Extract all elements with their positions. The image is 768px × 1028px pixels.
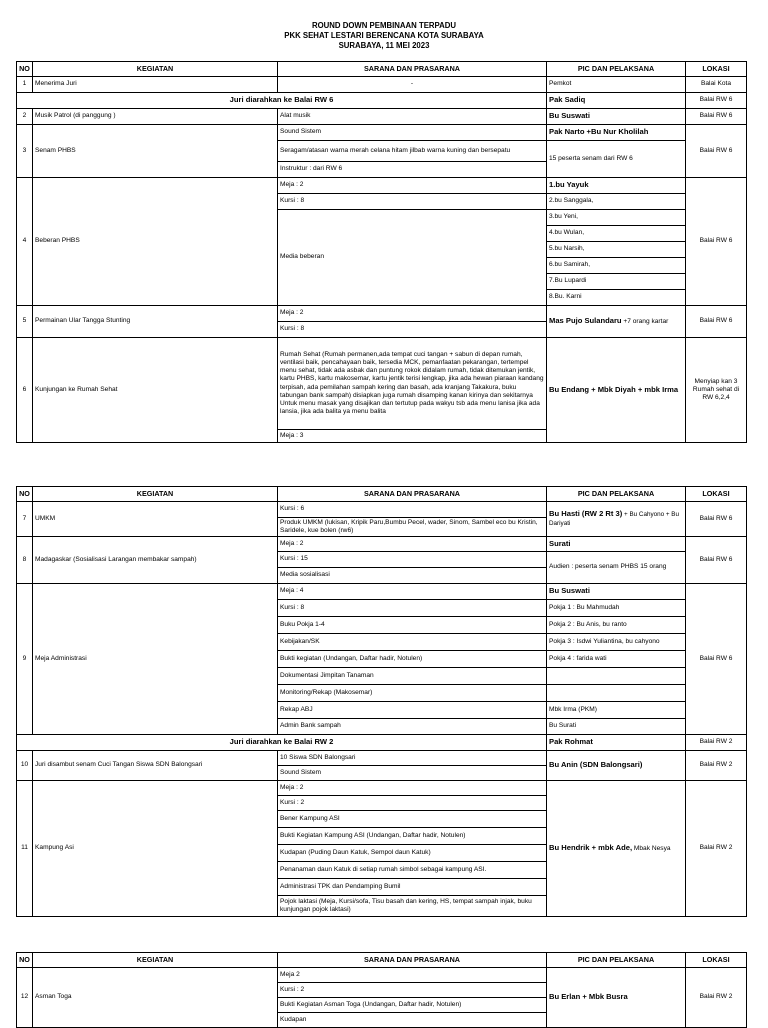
- juri-text: Juri diarahkan ke Balai RW 6: [17, 93, 547, 109]
- row-pic: [547, 685, 686, 702]
- row-pic: Bu Surati: [547, 719, 686, 735]
- row-sarana: Monitoring/Rekap (Makosemar): [278, 685, 547, 702]
- col-lokasi: LOKASI: [686, 487, 747, 502]
- row-sarana: Bener Kampung ASI: [278, 811, 547, 828]
- row-lokasi: Balai RW 6: [686, 584, 747, 735]
- row-kegiatan: Beberan PHBS: [33, 178, 278, 306]
- pic-lead: Mas Pujo Sulandaru: [549, 315, 622, 325]
- pic-members: +7 orang kartar: [621, 317, 669, 325]
- row-pic: Bu Suswati: [547, 109, 686, 125]
- row-no: 1: [17, 77, 33, 93]
- row-pic: Bu Suswati: [547, 584, 686, 600]
- row-lokasi: Balai RW 2: [686, 968, 747, 1028]
- row-pic: 8.Bu. Karni: [547, 290, 686, 306]
- row-sarana: Meja : 3: [278, 430, 547, 443]
- col-lokasi: LOKASI: [686, 62, 747, 77]
- row-sarana: Meja : 2: [278, 306, 547, 322]
- row-sarana: Seragam/atasan warna merah celana hitam jilbab warna kuning dan bersepatu: [278, 141, 547, 162]
- row-no: 5: [17, 306, 33, 338]
- table-row: [17, 968, 747, 983]
- table-row: [17, 781, 747, 796]
- row-sarana: Produk UMKM (lukisan, Kripik Paru,Bumbu Pecel, wader, Sinom, Sambel eco bu Kristin, Saridele, kue bolen (rw6): [278, 518, 547, 537]
- row-no: 6: [17, 338, 33, 443]
- row-no: 8: [17, 537, 33, 584]
- row-pic: Bu Erlan + Mbk Busra: [547, 968, 686, 1028]
- document-header: [0, 21, 768, 51]
- table-header-row: [17, 62, 747, 77]
- row-lokasi: Menyiap kan 3 Rumah sehat di RW 6,2,4: [686, 338, 747, 443]
- row-pic: Pemkot: [547, 77, 686, 93]
- row-pic: Pak Narto +Bu Nur Kholilah: [547, 125, 686, 141]
- schedule-table-1: [16, 61, 747, 443]
- row-sarana: Meja : 2: [278, 537, 547, 552]
- table-header-row: [17, 953, 747, 968]
- schedule-table-3: [16, 952, 747, 1028]
- row-sarana: Kursi : 6: [278, 502, 547, 518]
- juri-row: [17, 735, 747, 751]
- table-row: [17, 109, 747, 125]
- row-pic: Pokja 4 : farida wati: [547, 651, 686, 668]
- row-lokasi: Balai RW 6: [686, 125, 747, 178]
- table-row: [17, 178, 747, 194]
- row-pic: [547, 781, 686, 917]
- row-no: 12: [17, 968, 33, 1028]
- row-sarana: Kursi : 8: [278, 194, 547, 210]
- row-sarana: Kursi : 8: [278, 600, 547, 617]
- row-kegiatan: Madagaskar (Sosialisasi Larangan membakar sampah): [33, 537, 278, 584]
- row-sarana: Kursi : 2: [278, 796, 547, 811]
- table-header-row: [17, 487, 747, 502]
- row-sarana: Instruktur : dari RW 6: [278, 162, 547, 178]
- row-pic: Pokja 1 : Bu Mahmudah: [547, 600, 686, 617]
- row-lokasi: Balai RW 6: [686, 306, 747, 338]
- row-pic: Audien : peserta senam PHBS 15 orang: [547, 552, 686, 584]
- row-sarana: Meja : 2: [278, 781, 547, 796]
- row-pic: Pak Rohmat: [547, 735, 686, 751]
- row-sarana: Rekap ABJ: [278, 702, 547, 719]
- row-lokasi: Balai RW 6: [686, 537, 747, 584]
- row-kegiatan: Juri disambut senam Cuci Tangan Siswa SDN Balongsari: [33, 751, 278, 781]
- row-sarana: Meja : 4: [278, 584, 547, 600]
- row-sarana: Meja : 2: [278, 178, 547, 194]
- row-sarana: Rumah Sehat (Rumah permanen,ada tempat cuci tangan + sabun di depan rumah, ventilasi baik, pencahayaan baik, tersedia MCK, pemanfaatan pekarangan, tertempel menu sehat, tidak ada asbak dan puntung rokok didalam rumah, tidak ditemukan jentik, kartu PHBS, kartu makosemar, kartu jentik terisi lengkap, jika ada hewan piaraan kandang terpisah, ada pemilahan sampah kering dan basah, ada kranjang Takakura, buku tabungan bank sampah) disiapkan juga rumah disamping kanan kirinya dan sekitarnya Untuk menu masak yang disajikan dan tertutup pada wakyu tsb ada menu lanisa jika ada lansia, jika ada balita ya menu balita: [278, 338, 547, 430]
- row-sarana: Kursi : 15: [278, 552, 547, 568]
- col-pic: PIC DAN PELAKSANA: [547, 487, 686, 502]
- row-pic: Pokja 3 : Isdwi Yuliantina, bu cahyono: [547, 634, 686, 651]
- row-no: 10: [17, 751, 33, 781]
- table-row: [17, 502, 747, 518]
- table-row: [17, 338, 747, 430]
- row-pic: [547, 502, 686, 537]
- row-pic: 1.bu Yayuk: [547, 178, 686, 194]
- row-kegiatan: Permainan Ular Tangga Stunting: [33, 306, 278, 338]
- table-row: [17, 125, 747, 141]
- col-pic: PIC DAN PELAKSANA: [547, 953, 686, 968]
- row-lokasi: Balai RW 2: [686, 735, 747, 751]
- table-row: [17, 584, 747, 600]
- row-pic: Bu Anin (SDN Balongsari): [547, 751, 686, 781]
- row-pic: 2.bu Sanggala,: [547, 194, 686, 210]
- row-pic: 5.bu Narsih,: [547, 242, 686, 258]
- row-lokasi: Balai RW 6: [686, 109, 747, 125]
- row-pic: 15 peserta senam dari RW 6: [547, 141, 686, 178]
- row-lokasi: Balai RW 2: [686, 751, 747, 781]
- row-pic: Pokja 2 : Bu Anis, bu ranto: [547, 617, 686, 634]
- row-lokasi: Balai Kota: [686, 77, 747, 93]
- col-kegiatan: KEGIATAN: [33, 62, 278, 77]
- row-no: 3: [17, 125, 33, 178]
- col-sarana: SARANA DAN PRASARANA: [278, 62, 547, 77]
- row-no: 4: [17, 178, 33, 306]
- row-pic: 7.Bu Lupardi: [547, 274, 686, 290]
- col-no: NO: [17, 487, 33, 502]
- pic-lead: Bu Hasti (RW 2 Rt 3): [549, 509, 623, 519]
- pic-lead: Bu Hendrik + mbk Ade,: [549, 842, 633, 852]
- row-sarana: Bukti Kegiatan Kampung ASI (Undangan, Daftar hadir, Notulen): [278, 828, 547, 845]
- row-kegiatan: Kunjungan ke Rumah Sehat: [33, 338, 278, 443]
- row-kegiatan: Meja Administrasi: [33, 584, 278, 735]
- pic-members: Mbak Nesya: [632, 844, 671, 852]
- row-sarana: Bukti Kegiatan Asman Toga (Undangan, Daftar hadir, Notulen): [278, 998, 547, 1013]
- row-kegiatan: Menerima Juri: [33, 77, 278, 93]
- col-sarana: SARANA DAN PRASARANA: [278, 953, 547, 968]
- row-sarana: Alat musik: [278, 109, 547, 125]
- row-sarana: Dokumentasi Jimpitan Tanaman: [278, 668, 547, 685]
- row-lokasi: Balai RW 6: [686, 178, 747, 306]
- row-sarana: Kursi : 2: [278, 983, 547, 998]
- row-kegiatan: UMKM: [33, 502, 278, 537]
- juri-text: Juri diarahkan ke Balai RW 2: [17, 735, 547, 751]
- row-kegiatan: Senam PHBS: [33, 125, 278, 178]
- row-kegiatan: Musik Patrol (di panggung ): [33, 109, 278, 125]
- row-sarana: Kudapan (Puding Daun Katuk, Sempol daun Katuk): [278, 845, 547, 862]
- row-sarana: 10 Siswa SDN Balongsari: [278, 751, 547, 766]
- juri-row: [17, 93, 747, 109]
- row-sarana: -: [278, 77, 547, 93]
- row-pic: Surati: [547, 537, 686, 552]
- table-row: [17, 751, 747, 766]
- row-no: 9: [17, 584, 33, 735]
- row-pic: 3.bu Yeni,: [547, 210, 686, 226]
- row-lokasi: Balai RW 6: [686, 502, 747, 537]
- row-sarana: Pojok laktasi (Meja, Kursi/sofa, Tisu basah dan kering, HS, tempat sampah injak, buku kunjungan pojok laktasi): [278, 896, 547, 917]
- row-sarana: Bukti kegiatan (Undangan, Daftar hadir, Notulen): [278, 651, 547, 668]
- col-sarana: SARANA DAN PRASARANA: [278, 487, 547, 502]
- row-no: 2: [17, 109, 33, 125]
- row-sarana: Kudapan: [278, 1013, 547, 1028]
- row-pic: [547, 306, 686, 338]
- col-pic: PIC DAN PELAKSANA: [547, 62, 686, 77]
- row-no: 11: [17, 781, 33, 917]
- col-kegiatan: KEGIATAN: [33, 953, 278, 968]
- row-pic: 6.bu Samirah,: [547, 258, 686, 274]
- row-sarana: Kursi : 8: [278, 322, 547, 338]
- row-sarana: Admin Bank sampah: [278, 719, 547, 735]
- table-row: [17, 537, 747, 552]
- col-lokasi: LOKASI: [686, 953, 747, 968]
- pic-members: + Bu Cahyono + Bu Dariyati: [549, 511, 679, 527]
- row-sarana: Meja 2: [278, 968, 547, 983]
- row-sarana: Penanaman daun Katuk di setiap rumah simbol sebagai kampung ASI.: [278, 862, 547, 879]
- row-pic: Mbk Irma (PKM): [547, 702, 686, 719]
- row-pic: 4.bu Wulan,: [547, 226, 686, 242]
- col-no: NO: [17, 953, 33, 968]
- col-no: NO: [17, 62, 33, 77]
- table-row: [17, 77, 747, 93]
- row-sarana: Buku Pokja 1-4: [278, 617, 547, 634]
- row-kegiatan: Kampung Asi: [33, 781, 278, 917]
- col-kegiatan: KEGIATAN: [33, 487, 278, 502]
- row-sarana: Kebijakan/SK: [278, 634, 547, 651]
- row-sarana: Administrasi TPK dan Pendamping Bumil: [278, 879, 547, 896]
- row-kegiatan: Asman Toga: [33, 968, 278, 1028]
- row-lokasi: Balai RW 6: [686, 93, 747, 109]
- row-pic: Pak Sadiq: [547, 93, 686, 109]
- row-no: 7: [17, 502, 33, 537]
- table-row: [17, 306, 747, 322]
- row-sarana: Sound Sistem: [278, 766, 547, 781]
- row-lokasi: Balai RW 2: [686, 781, 747, 917]
- row-pic: [547, 668, 686, 685]
- header-date: SURABAYA, 11 MEI 2023: [338, 41, 430, 50]
- row-sarana: Sound Sistem: [278, 125, 547, 141]
- row-sarana: Media beberan: [278, 210, 547, 306]
- schedule-table-2: [16, 486, 747, 917]
- row-sarana: Media sosialisasi: [278, 568, 547, 584]
- row-pic: Bu Endang + Mbk Diyah + mbk Irma: [547, 338, 686, 443]
- header-title: ROUND DOWN PEMBINAAN TERPADU: [311, 21, 457, 30]
- header-subtitle: PKK SEHAT LESTARI BERENCANA KOTA SURABAYA: [284, 31, 484, 40]
